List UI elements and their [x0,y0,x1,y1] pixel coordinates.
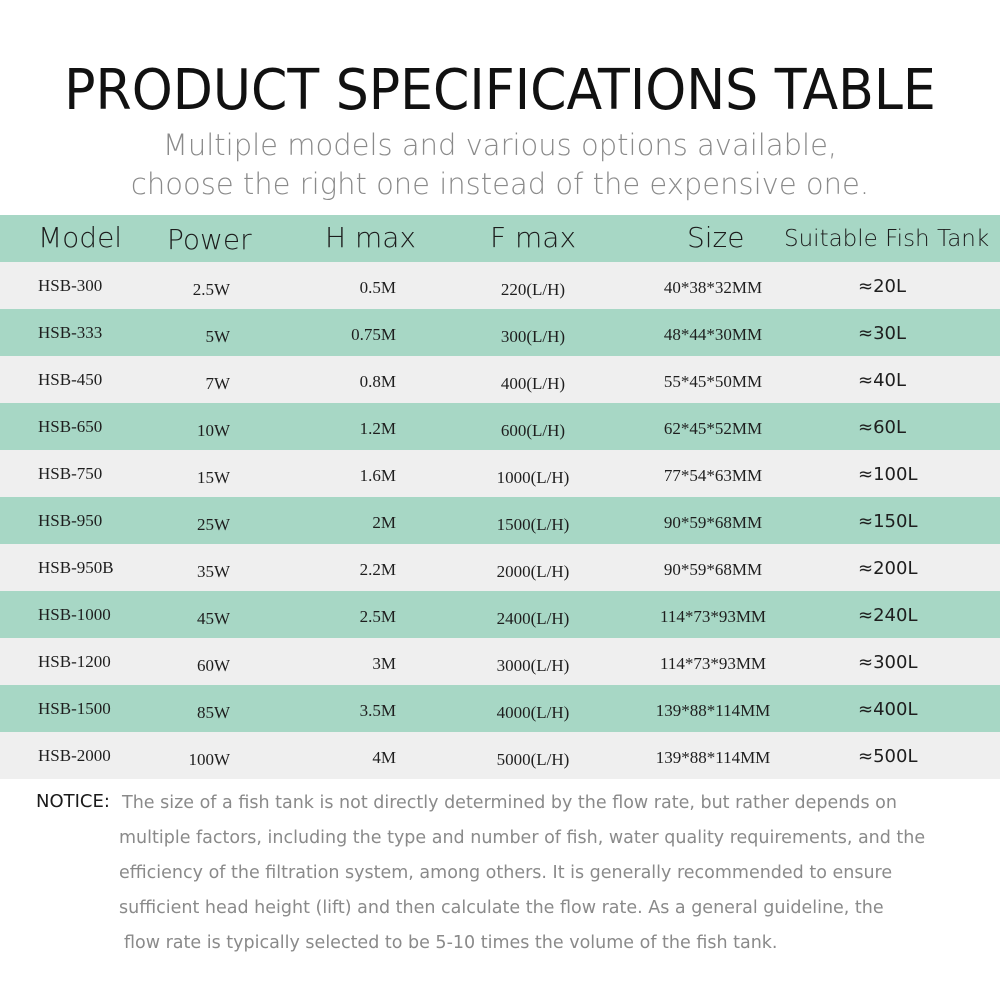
cell-size: 48*44*30MM [663,325,763,344]
cell-size: 55*45*50MM [663,372,763,391]
subtitle-line-2: choose the right one instead of the expensive one. [130,167,870,201]
cell-fmax: 300(L/H) [500,327,566,346]
cell-tank: ≈400L [858,699,918,720]
cell-model: HSB-650 [38,417,103,436]
cell-size: 114*73*93MM [659,654,767,673]
cell-tank: ≈240L [858,605,918,626]
header-power: Power [167,223,252,256]
cell-tank: ≈60L [858,417,907,438]
cell-power: 35W [196,562,230,581]
cell-hmax: 2.2M [359,560,396,579]
cell-fmax: 1500(L/H) [496,515,570,534]
cell-tank: ≈100L [858,464,918,485]
cell-tank: ≈40L [858,370,907,391]
table-row [0,497,1000,544]
table-row [0,638,1000,685]
cell-hmax: 3M [372,654,396,673]
cell-power: 5W [205,327,230,346]
cell-tank: ≈30L [858,323,907,344]
cell-size: 114*73*93MM [659,607,767,626]
notice-line: The size of a fish tank is not directly determined by the flow rate, but rather depends on [122,793,897,813]
cell-model: HSB-1000 [38,605,111,624]
specifications-table [0,215,1000,779]
page-title: PRODUCT SPECIFICATIONS TABLE [64,58,936,123]
cell-hmax: 4M [372,748,396,767]
table-row [0,262,1000,309]
cell-model: HSB-950B [38,558,114,577]
cell-tank: ≈300L [858,652,918,673]
cell-tank: ≈20L [858,276,907,297]
cell-hmax: 2.5M [359,607,396,626]
cell-fmax: 220(L/H) [500,280,566,299]
cell-hmax: 0.75M [351,325,396,344]
table-row [0,732,1000,779]
cell-size: 62*45*52MM [663,419,763,438]
cell-size: 90*59*68MM [663,560,763,579]
notice-line: sufficient head height (lift) and then calculate the flow rate. As a general guideline, the [119,898,884,918]
table-row [0,309,1000,356]
cell-power: 15W [196,468,230,487]
table-row [0,591,1000,638]
cell-hmax: 1.6M [359,466,396,485]
cell-power: 2.5W [192,280,230,299]
cell-size: 77*54*63MM [663,466,763,485]
cell-power: 100W [188,750,230,769]
cell-model: HSB-333 [38,323,103,342]
cell-fmax: 2400(L/H) [496,609,570,628]
cell-model: HSB-2000 [38,746,111,765]
cell-power: 25W [196,515,230,534]
cell-model: HSB-950 [38,511,103,530]
cell-power: 45W [196,609,230,628]
cell-fmax: 1000(L/H) [496,468,570,487]
table-header-row [0,215,1000,262]
table-row [0,450,1000,497]
cell-hmax: 0.8M [359,372,396,391]
notice-line: flow rate is typically selected to be 5-10 times the volume of the fish tank. [124,933,778,953]
cell-size: 139*88*114MM [655,701,771,720]
header-size: Size [687,221,745,254]
cell-hmax: 0.5M [359,278,396,297]
subtitle-line-1: Multiple models and various options available, [162,128,838,162]
cell-model: HSB-1500 [38,699,111,718]
cell-hmax: 2M [372,513,396,532]
cell-size: 139*88*114MM [655,748,771,767]
header-hmax: H max [325,221,416,254]
table-row [0,544,1000,591]
cell-model: HSB-450 [38,370,103,389]
cell-size: 90*59*68MM [663,513,763,532]
table-row [0,685,1000,732]
cell-fmax: 3000(L/H) [496,656,570,675]
cell-power: 7W [205,374,230,393]
cell-model: HSB-750 [38,464,103,483]
table-body [0,262,1000,779]
table-row [0,356,1000,403]
notice-label: NOTICE: [36,791,110,812]
cell-fmax: 2000(L/H) [496,562,570,581]
cell-model: HSB-300 [38,276,103,295]
cell-hmax: 1.2M [359,419,396,438]
cell-fmax: 400(L/H) [500,374,566,393]
cell-fmax: 600(L/H) [500,421,566,440]
table-row [0,403,1000,450]
cell-size: 40*38*32MM [663,278,763,297]
cell-power: 10W [196,421,230,440]
cell-tank: ≈500L [858,746,918,767]
cell-hmax: 3.5M [359,701,396,720]
notice-line: multiple factors, including the type and number of fish, water quality requirements, and the [119,828,926,848]
header-model: Model [38,221,123,254]
cell-tank: ≈200L [858,558,918,579]
cell-fmax: 4000(L/H) [496,703,570,722]
cell-model: HSB-1200 [38,652,111,671]
notice-line: efficiency of the filtration system, among others. It is generally recommended to ensure [119,863,893,883]
cell-tank: ≈150L [858,511,918,532]
header-fmax: F max [490,221,577,254]
cell-power: 85W [196,703,230,722]
cell-fmax: 5000(L/H) [496,750,570,769]
header-tank: Suitable Fish Tank [784,226,990,252]
cell-power: 60W [196,656,230,675]
